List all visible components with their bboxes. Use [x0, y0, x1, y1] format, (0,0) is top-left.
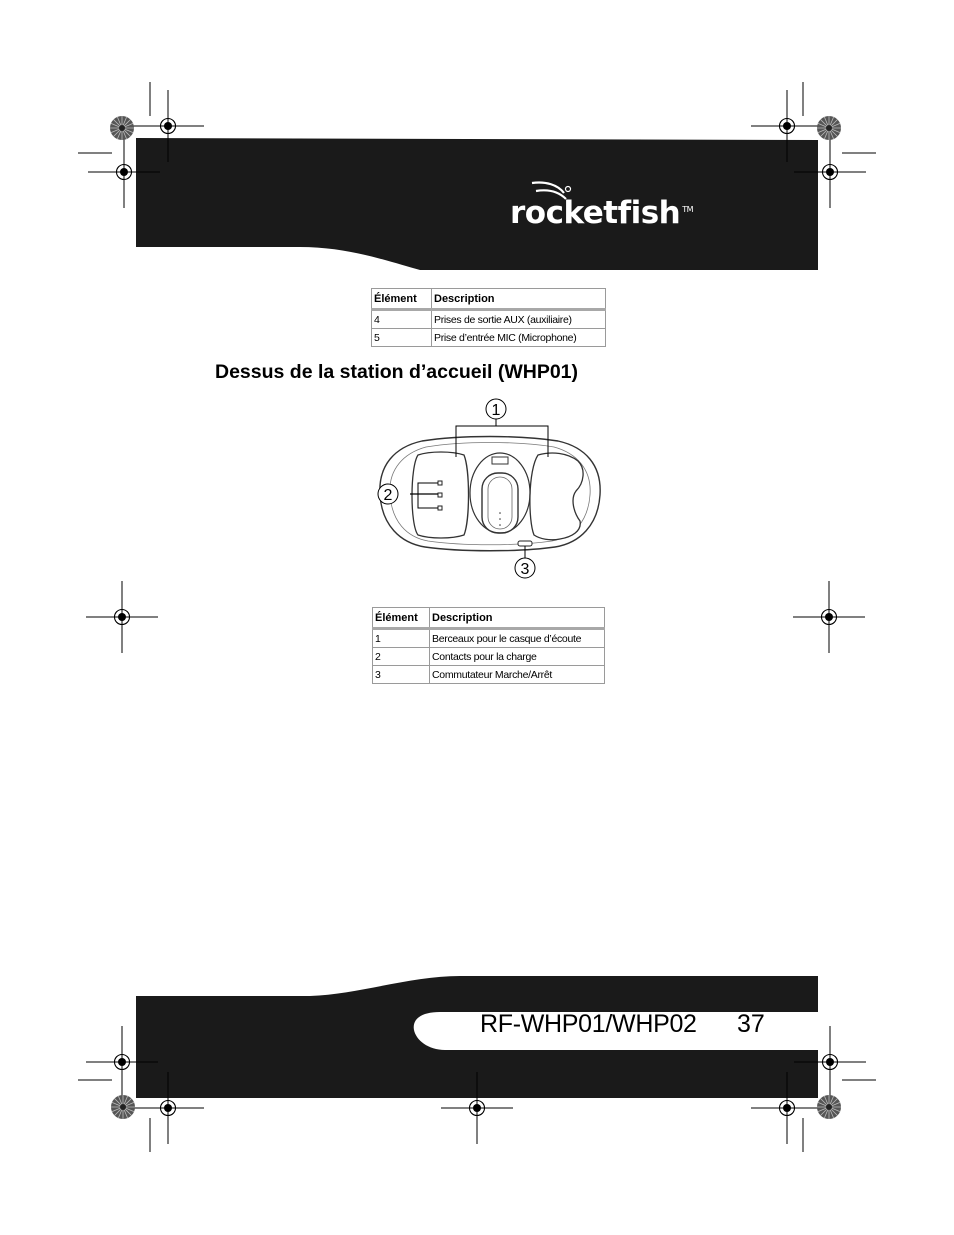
element-cell: 4: [372, 310, 432, 329]
registration-mark-icon: [132, 1072, 204, 1144]
registration-mark-icon: [751, 90, 823, 162]
color-bar-star-icon: [111, 1095, 135, 1119]
registration-mark-icon: [794, 1026, 866, 1098]
element-cell: 3: [373, 666, 430, 684]
color-bar-star-icon: [817, 116, 841, 140]
element-cell: 5: [372, 329, 432, 347]
registration-mark-icon: [794, 136, 866, 208]
svg-text:1: 1: [491, 402, 501, 419]
registration-mark-icon: [86, 581, 158, 653]
column-header-element: Élément: [373, 608, 430, 629]
description-cell: Prise d’entrée MIC (Microphone): [432, 329, 606, 347]
color-bar-star-icon: [817, 1095, 841, 1119]
column-header-description: Description: [430, 608, 605, 629]
column-header-description: Description: [432, 289, 606, 310]
registration-mark-icon: [88, 136, 160, 208]
trademark: TM: [682, 205, 694, 214]
description-cell: Berceaux pour le casque d’écoute: [430, 629, 605, 648]
footer-model: RF-WHP01/WHP02: [480, 1010, 697, 1038]
svg-text:3: 3: [520, 561, 530, 578]
brand-name: rocketfish: [510, 195, 681, 231]
page-number: 37: [737, 1010, 765, 1038]
svg-text:2: 2: [383, 487, 393, 504]
registration-mark-icon: [793, 581, 865, 653]
element-cell: 2: [373, 648, 430, 666]
color-bar-star-icon: [110, 116, 134, 140]
column-header-element: Élément: [372, 289, 432, 310]
registration-mark-icon: [441, 1072, 513, 1144]
registration-mark-icon: [86, 1026, 158, 1098]
description-cell: Commutateur Marche/Arrêt: [430, 666, 605, 684]
registration-mark-icon: [132, 90, 204, 162]
description-cell: Contacts pour la charge: [430, 648, 605, 666]
element-cell: 1: [373, 629, 430, 648]
description-cell: Prises de sortie AUX (auxiliaire): [432, 310, 606, 329]
registration-mark-icon: [751, 1072, 823, 1144]
section-heading: Dessus de la station d’accueil (WHP01): [215, 361, 579, 383]
